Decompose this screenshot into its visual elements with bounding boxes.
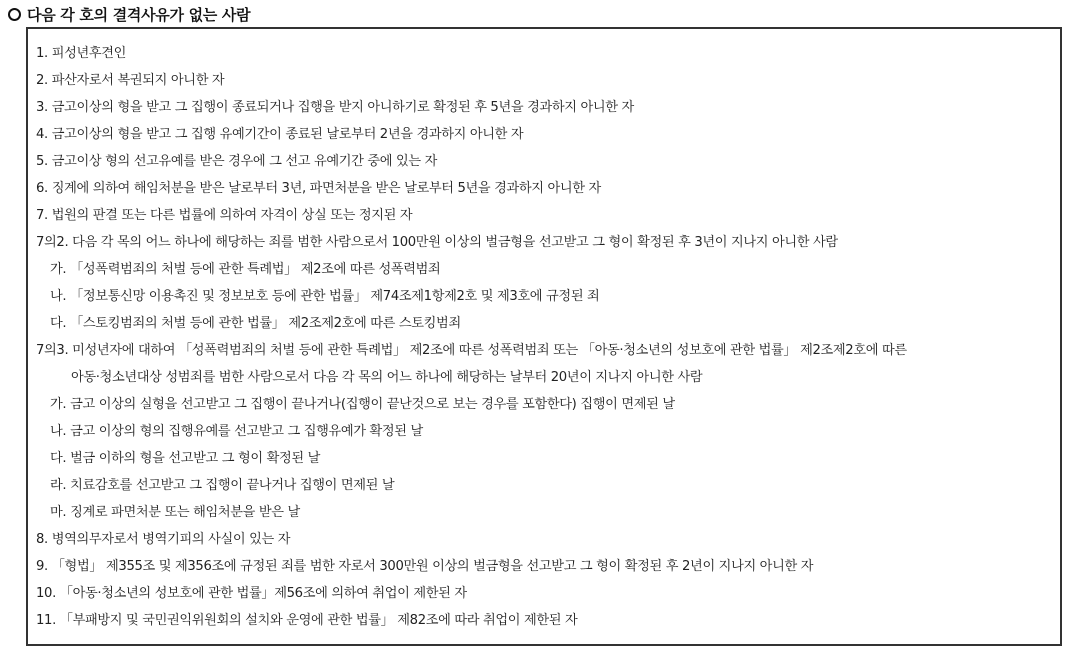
list-item: 아동·청소년대상 성범죄를 범한 사람으로서 다음 각 목의 어느 하나에 해당하는 날부터 20년이 지나지 아니한 사람 <box>71 370 703 385</box>
list-subitem: 라. 치료감호를 선고받고 그 집행이 끝나거나 집행이 면제된 날 <box>50 478 395 493</box>
list-item: 5. 금고이상 형의 선고유예를 받은 경우에 그 선고 유예기간 중에 있는 자 <box>36 154 438 169</box>
list-item: 10. 「아동·청소년의 성보호에 관한 법률」제56조에 의하여 취업이 제한된 자 <box>36 586 467 601</box>
list-subitem: 다. 「스토킹범죄의 처벌 등에 관한 법률」 제2조제2호에 따른 스토킹범죄 <box>50 316 461 331</box>
list-subitem: 가. 금고 이상의 실형을 선고받고 그 집행이 끝나거나(집행이 끝난것으로 보는 경우를 포함한다) 집행이 면제된 날 <box>50 397 675 412</box>
list-subitem: 나. 금고 이상의 형의 집행유예를 선고받고 그 집행유예가 확정된 날 <box>50 424 423 439</box>
list-item: 2. 파산자로서 복권되지 아니한 자 <box>36 73 225 88</box>
list-item: 7의2. 다음 각 목의 어느 하나에 해당하는 죄를 범한 사람으로서 100만원 이상의 벌금형을 선고받고 그 형이 확정된 후 3년이 지나지 아니한 사람 <box>36 235 838 250</box>
list-item: 4. 금고이상의 형을 받고 그 집행 유예기간이 종료된 날로부터 2년을 경과하지 아니한 자 <box>36 127 524 142</box>
section-heading <box>8 2 250 26</box>
list-item: 1. 피성년후견인 <box>36 46 127 61</box>
list-subitem: 다. 벌금 이하의 형을 선고받고 그 형이 확정된 날 <box>50 451 320 466</box>
list-item: 7의3. 미성년자에 대하여 「성폭력범죄의 처벌 등에 관한 특례법」 제2조에 따른 성폭력범죄 또는 「아동·청소년의 성보호에 관한 법률」 제2조제2호에 따른 <box>36 343 907 358</box>
list-item: 8. 병역의무자로서 병역기피의 사실이 있는 자 <box>36 532 291 547</box>
list-subitem: 가. 「성폭력범죄의 처벌 등에 관한 특례법」 제2조에 따른 성폭력범죄 <box>50 262 441 277</box>
list-item: 3. 금고이상의 형을 받고 그 집행이 종료되거나 집행을 받지 아니하기로 확정된 후 5년을 경과하지 아니한 자 <box>36 100 634 115</box>
list-item: 9. 「형법」 제355조 및 제356조에 규정된 죄를 범한 자로서 300만원 이상의 벌금형을 선고받고 그 형이 확정된 후 2년이 지나지 아니한 자 <box>36 559 814 574</box>
list-item: 7. 법원의 판결 또는 다른 법률에 의하여 자격이 상실 또는 정지된 자 <box>36 208 413 223</box>
list-item: 11. 「부패방지 및 국민권익위원회의 설치와 운영에 관한 법률」 제82조에 따라 취업이 제한된 자 <box>36 613 578 628</box>
disqualification-list-box <box>26 27 1062 646</box>
circle-bullet-icon <box>8 8 21 21</box>
list-item: 6. 징계에 의하여 해임처분을 받은 날로부터 3년, 파면처분을 받은 날로부터 5년을 경과하지 아니한 자 <box>36 181 601 196</box>
list-subitem: 마. 징계로 파면처분 또는 해임처분을 받은 날 <box>50 505 300 520</box>
list-subitem: 나. 「정보통신망 이용촉진 및 정보보호 등에 관한 법률」 제74조제1항제2호 및 제3호에 규정된 죄 <box>50 289 600 304</box>
disqualification-list <box>36 40 1054 634</box>
section-title: 다음 각 호의 결격사유가 없는 사람 <box>27 5 251 24</box>
